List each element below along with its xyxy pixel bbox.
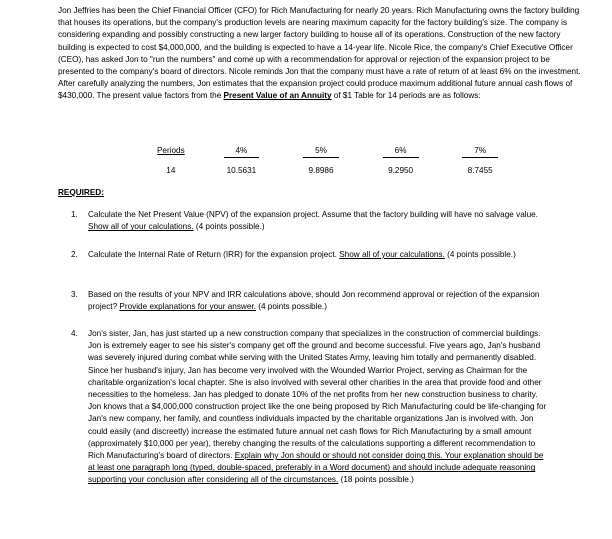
pv-table-cell: 8.7455 [467, 166, 493, 175]
pv-table-cell: 9.2950 [388, 166, 414, 175]
question-points: (4 points possible.) [444, 250, 516, 259]
pv-table-header-cell: 6% [361, 145, 441, 165]
required-heading: REQUIRED: [58, 188, 104, 197]
intro-paragraph [58, 5, 588, 103]
question-1 [71, 209, 548, 233]
pv-table-header-cell: Periods [156, 146, 185, 155]
pv-annuity-link-text: Present Value of an Annuity [223, 91, 332, 101]
question-emphasis: Provide explanations for your answer. [119, 302, 256, 312]
pv-table-row [140, 165, 520, 177]
question-points: (18 points possible.) [338, 475, 414, 485]
pv-table-header-cell: 4% [202, 145, 282, 165]
intro-text-end: of $1 Table for 14 periods are as follows: [331, 91, 481, 101]
pv-table-header-row [140, 145, 520, 165]
question-number: 1. [71, 210, 78, 219]
question-number: 2. [71, 250, 78, 259]
question-2 [71, 249, 548, 261]
question-emphasis: Show all of your calculations. [88, 222, 194, 232]
pv-table-cell: 10.5631 [226, 166, 257, 175]
pv-table-cell: 9.8986 [308, 166, 334, 175]
pv-table-header-cell: 5% [281, 145, 361, 165]
question-text: Based on the results of your NPV and IRR calculations above, should Jon recommend approval or rejection of the expansion project? [88, 290, 540, 312]
pv-table-cell: 14 [166, 166, 176, 175]
question-points: (4 points possible.) [255, 302, 327, 312]
question-text: Calculate the Net Present Value (NPV) of the expansion project. Assume that the factory building will have no salvage value. [88, 210, 538, 219]
pv-table-header-cell: 7% [440, 145, 520, 165]
question-3 [71, 289, 548, 313]
question-text: Calculate the Internal Rate of Return (IRR) for the expansion project. [88, 250, 340, 259]
question-4 [71, 328, 548, 487]
question-number: 3. [71, 290, 78, 299]
question-emphasis: Explain why Jon should or should not consider doing this. Your explanation should be at least one paragraph long (typed, double-spaced, preferably in a Word document) and should include adequate reasoning supporting your conclusion after considering all of the circumstances. [88, 451, 544, 485]
question-emphasis: Show all of your calculations. [339, 250, 445, 259]
question-points: (4 points possible.) [193, 222, 265, 232]
question-text: Jon's sister, Jan, has just started up a new construction company that specializes in the construction of commercial buildings. Jon is extremely eager to see his sister's company get off the ground and become successful. Five years ago, Jan's husband was severely injured during combat while serving with the United States Army, leaving him totally and permanently disabled. Since her husband's injury, Jan has become very involved with the Wounded Warrior Project, serving as Chairman for the charitable organization's local chapter. She is also involved with several other charities in the area that provide food and other necessities to the homeless. Jan has pledged to donate 10% of the net profits from her new construction business to charity. Jon knows that a $4,000,000 construction project like the one being proposed by Rich Manufacturing could be life-changing for Jan's new company, her family, and countless individuals impacted by the charitable organizations Jan is involved with. Jon could easily (and discreetly) increase the estimated future annual net cash flows for Rich Manufacturing by a small amount (approximately $10,000 per year), thereby changing the results of the calculations supporting a different recommendation to Rich Manufacturing's board of directors. [88, 329, 547, 461]
question-number: 4. [71, 329, 78, 338]
intro-text: Jon Jeffries has been the Chief Financial Officer (CFO) for Rich Manufacturing for nearly 20 years. Rich Manufacturing owns the factory building that houses its operations, but the company's production levels are nearing maximum capacity for the factory building's size. The company is considering expanding and possibly constructing a new larger factory building to house all of its operations. Construction of the new factory building is expected to cost $4,000,000, and the building is expected to have a 14-year life. Nicole Rice, the company's Chief Executive Officer (CEO), has asked Jon to "run the numbers" and come up with a recommendation for approval or rejection of the expansion project to be presented to the company's board of directors. Nicole reminds Jon that the company must have a rate of return of at least 6% on the investment. After carefully analyzing the numbers, Jon estimates that the expansion project could produce maximum additional future annual cash flows of $430,000. The present value factors from the [58, 6, 581, 101]
pv-factor-table [140, 145, 520, 177]
